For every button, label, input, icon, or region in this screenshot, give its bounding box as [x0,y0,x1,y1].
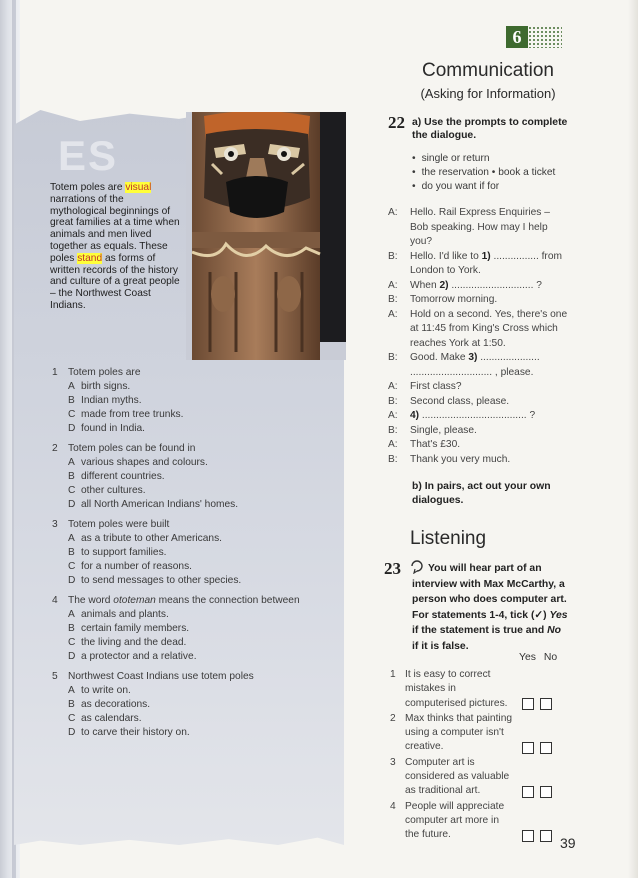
speaker-label: B: [388,294,398,305]
question-stem: Northwest Coast Indians use totem poles [68,671,254,682]
instruction-text: if the statement is true and [412,625,548,637]
question [52,594,342,664]
page-number: 39 [560,835,576,851]
option-letter: A [68,609,75,620]
dialogue-line [388,438,568,453]
blank-dots: ..................................... ? [419,410,536,421]
yes-no-header [519,652,557,663]
option-letter: A [68,381,75,392]
section-subtitle: (Asking for Information) [420,86,556,101]
statement-list [390,668,560,844]
no-checkbox[interactable] [540,742,552,754]
statement-number: 4 [390,800,396,812]
statement-number: 3 [390,756,396,768]
prompt-item: • the reservation • book a ticket [412,166,555,180]
option-letter: B [68,471,75,482]
line-text: When [410,279,440,291]
option-text: as a tribute to other Americans. [81,533,222,544]
page-edge [628,0,638,878]
line-text: That's £30. [410,439,461,450]
section-title: Communication [422,60,554,81]
option-text: to write on. [81,685,131,696]
dialogue-line [388,409,568,424]
prompt-item: • do you want if for [412,180,555,194]
question-number: 2 [52,443,58,454]
question [52,442,342,512]
yes-checkbox[interactable] [522,742,534,754]
question-stem: Totem poles were built [68,519,170,530]
option-text: as decorations. [81,699,151,710]
option-text: birth signs. [81,381,131,392]
speaker-label: A: [388,439,398,450]
option-text: animals and plants. [81,609,169,620]
italic-word: ototeman [113,595,156,606]
option-letter: D [68,423,76,434]
question-stem: Totem poles are [68,367,141,378]
no-checkbox[interactable] [540,830,552,842]
speaker-label: A: [388,381,398,392]
exercise-number: 22 [388,113,405,132]
speaker-label: B: [388,352,398,363]
dialogue-line [388,206,568,250]
intro-part: narrations of the mythological beginnings of great families at a time when animals and men lived together as equals. These poles [50,193,180,264]
line-text: Hello. Rail Express Enquiries – Bob speaking. How may I help you? [410,207,550,247]
statement-number: 2 [390,712,396,724]
yes-checkbox[interactable] [522,830,534,842]
dialogue-line [388,293,568,308]
no-checkbox[interactable] [540,786,552,798]
instruction-text: if it is false. [412,640,469,652]
option-letter: B [68,547,75,558]
dialogue-line [388,395,568,410]
option-letter: B [68,395,75,406]
option-letter: C [68,637,76,648]
line-text: Second class, please. [410,395,510,407]
speaker-label: A: [388,279,398,291]
option-letter: C [68,713,76,724]
question [52,670,342,740]
option-text: made from tree trunks. [81,409,184,420]
badge-dot-pattern [528,26,562,48]
blank-number: 2) [439,279,449,291]
blank-number: 3) [468,352,478,363]
speaker-label: A: [388,207,398,218]
instruction-text: You will hear part of an interview with Max McCarthy, a person who does computer art. For statements 1-4, tick (✓) [412,563,567,621]
no-column-label: No [543,652,558,663]
yes-column-label: Yes [519,652,536,663]
line-text: Thank you very much. [410,453,511,465]
statement-text: Max thinks that painting using a computer isn't creative. [405,712,513,753]
question [52,518,342,588]
speaker-label: B: [388,424,398,436]
statement-text: It is easy to correct mistakes in computerised pictures. [405,669,508,709]
option-letter: C [68,485,76,496]
watermark-letters: ES [58,132,119,179]
prompt-list [412,152,555,194]
option-letter: D [68,575,76,586]
option-letter: A [68,457,75,468]
question-stem: means the connection between [155,595,300,606]
prompt-item: • single or return [412,152,555,166]
dialogue-line [388,380,568,395]
speaker-label: A: [388,308,398,320]
option-text: to support families. [81,547,167,558]
no-checkbox[interactable] [540,698,552,710]
speaker-label: B: [388,453,398,465]
unit-badge: 6 [506,26,528,48]
line-text: Tomorrow morning. [410,294,498,305]
exercise-instruction: a) Use the prompts to complete the dialogue. [412,117,568,141]
question-number: 4 [52,595,58,606]
dialogue-line [388,351,568,380]
dialogue-line [388,308,568,352]
option-letter: C [68,561,76,572]
dialogue-line [388,424,568,439]
exercise-instruction [412,561,568,655]
intro-part: Totem poles are [50,182,126,193]
question-number: 5 [52,671,58,682]
option-text: other cultures. [81,485,146,496]
question-number: 3 [52,519,58,530]
statement-row [390,712,560,755]
line-text: Hold on a second. Yes, there's one at 11:45 from King's Cross which reaches York at 1:50. [410,308,568,349]
question-stem: Totem poles can be found in [68,443,196,454]
statement-row [390,668,560,711]
dialogue-line [388,453,568,468]
pair-work-instruction: b) In pairs, act out your own dialogues. [412,481,551,506]
blank-dots: ................ from London to York. [410,250,562,276]
option-text: a protector and a relative. [81,651,197,662]
totem-pole-image [186,112,346,360]
line-text: Hello. I'd like to [410,250,482,262]
intro-text [50,182,180,312]
blank-number: 4) [410,410,420,421]
intro-part: as forms of written records of the history and culture of a great people – the Northwest Coast Indians. [50,252,180,311]
question-number: 1 [52,367,58,378]
option-letter: B [68,699,75,710]
speaker-label: A: [388,410,398,421]
option-text: Indian myths. [81,395,142,406]
statement-text: People will appreciate computer art more in the future. [405,800,505,841]
statement-row [390,756,560,799]
line-text: Single, please. [410,424,477,436]
highlighted-word-visual: visual [125,182,152,193]
yes-checkbox[interactable] [522,786,534,798]
option-text: the living and the dead. [81,637,187,648]
option-letter: C [68,409,76,420]
exercise-number: 23 [384,559,401,578]
option-text: different countries. [81,471,165,482]
option-text: for a number of reasons. [81,561,192,572]
speaker-label: B: [388,250,398,262]
dialogue-line [388,250,568,279]
option-text: to send messages to other species. [81,575,242,586]
option-text: found in India. [81,423,146,434]
option-text: as calendars. [81,713,142,724]
option-text: all North American Indians' homes. [81,499,239,510]
dialogue-line [388,279,568,294]
statement-row [390,800,560,843]
blank-dots: ..................... ............................. , please. [410,352,540,378]
option-letter: D [68,499,76,510]
instruction-no: No [547,625,561,637]
option-letter: A [68,533,75,544]
option-letter: B [68,623,75,634]
line-text: First class? [410,381,462,392]
option-text: to carve their history on. [81,727,190,738]
option-letter: D [68,727,76,738]
speaker-label: B: [388,395,398,407]
question-stem: The word [68,595,114,606]
statement-text: Computer art is considered as valuable as traditional art. [405,756,510,797]
instruction-yes: Yes [549,609,568,621]
option-letter: D [68,651,76,662]
blank-dots: ............................. ? [448,279,542,291]
line-text: Good. Make [410,352,469,363]
option-text: various shapes and colours. [81,457,208,468]
question [52,366,342,436]
highlighted-word-stand: stand [77,252,103,264]
option-letter: A [68,685,75,696]
listening-title: Listening [410,528,487,549]
statement-number: 1 [390,669,396,680]
comprehension-questions [52,366,342,746]
blank-number: 1) [481,250,491,262]
option-text: certain family members. [81,623,190,634]
yes-checkbox[interactable] [522,698,534,710]
dialogue [388,206,568,467]
